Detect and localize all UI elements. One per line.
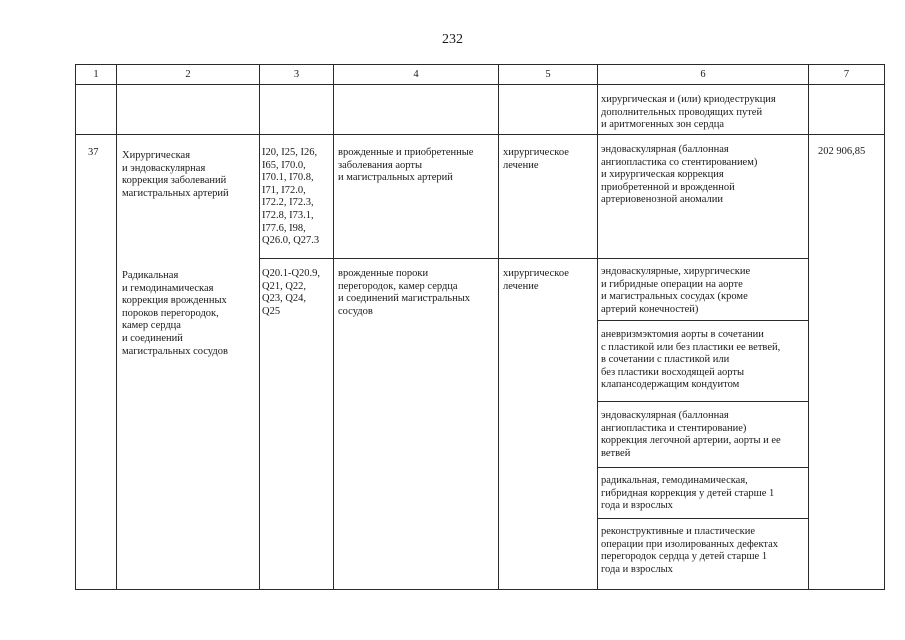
table-left-border: [75, 64, 76, 590]
header-col-2: 2: [185, 69, 191, 80]
group-2-codes: Q20.1-Q20.9, Q21, Q22, Q23, Q24, Q25: [262, 268, 321, 317]
group-2-method-4: радикальная, гемодинамическая, гибридная коррекция у детей старше 1 года и взрослых: [601, 475, 775, 512]
column-divider-6-7: [808, 64, 809, 590]
method-separator-rule: [597, 518, 808, 519]
header-col-6: 6: [700, 69, 706, 80]
method-separator-rule: [597, 401, 808, 402]
group-2-method-5: реконструктивные и пластические операции при изолированных дефектах перегородок сердца у детей старше 1 года и взрослых: [601, 526, 779, 575]
group-2-method-2: аневризмэктомия аорты в сочетании с пластикой или без пластики ее ветвей, в сочетании с пластикой или без пластики восходящей аорты клапансодержащим кондуитом: [601, 329, 781, 391]
header-col-5: 5: [545, 69, 551, 80]
group-1-codes: I20, I25, I26, I65, I70.0, I70.1, I70.8, I71, I72.0, I72.2, I72.3, I72.8, I73.1, I77.6, I98, Q26.0, Q27.3: [262, 147, 320, 247]
header-col-3: 3: [293, 69, 300, 80]
continuation-method: хирургическая и (или) криодеструкция дополнительных проводящих путей и аритмогенных зон сердца: [601, 94, 776, 131]
column-divider-2-3: [259, 64, 260, 590]
group-1-method-1: эндоваскулярная (баллонная ангиопластика со стентированием) и хирургическая коррекция приобретенной и врожденной артериовенозной аномалии: [601, 144, 758, 206]
method-separator-rule: [597, 467, 808, 468]
row-number: 37: [88, 147, 99, 158]
group-1-treatment: хирургическое лечение: [503, 147, 569, 171]
column-divider-4-5: [498, 64, 499, 590]
header-col-7: 7: [843, 69, 850, 80]
group-2-name: Радикальная и гемодинамическая коррекция врожденных пороков перегородок, камер сердца и соединений магистральных сосудов: [122, 270, 228, 357]
group-separator-rule: [259, 258, 808, 259]
method-separator-rule: [597, 320, 808, 321]
group-2-method-1: эндоваскулярные, хирургические и гибридные операции на аорте и магистральных сосудах (кроме артерий конечностей): [601, 266, 751, 315]
group-2-method-3: эндоваскулярная (баллонная ангиопластика и стентирование) коррекция легочной артерии, аорты и ее ветвей: [601, 410, 781, 459]
header-bottom-rule: [75, 84, 884, 85]
column-divider-5-6: [597, 64, 598, 590]
table-top-border: [75, 64, 884, 65]
column-divider-1-2: [116, 64, 117, 590]
group-1-model: врожденные и приобретенные заболевания аорты и магистральных артерий: [338, 147, 474, 184]
table-bottom-border: [75, 589, 884, 590]
group-2-model: врожденные пороки перегородок, камер сердца и соединений магистральных сосудов: [338, 268, 471, 317]
column-divider-3-4: [333, 64, 334, 590]
group-2-treatment: хирургическое лечение: [503, 268, 569, 292]
price-value: 202 906,85: [818, 146, 866, 157]
page-number: 232: [442, 32, 463, 47]
group-1-name: Хирургическая и эндоваскулярная коррекция заболеваний магистральных артерий: [122, 150, 229, 199]
header-col-1: 1: [93, 69, 99, 80]
continuation-row-bottom-rule: [75, 134, 884, 135]
header-col-4: 4: [413, 69, 419, 80]
table-right-border: [884, 64, 885, 590]
